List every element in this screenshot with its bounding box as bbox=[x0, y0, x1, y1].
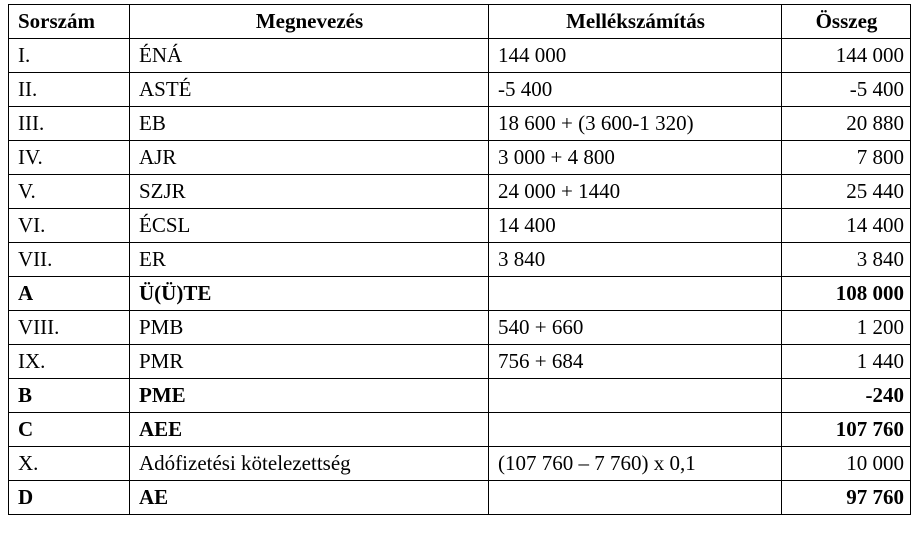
cell-sorszam: V. bbox=[9, 175, 130, 209]
table-row-subtotal bbox=[9, 277, 911, 311]
cell-mellekszamitas: 18 600 + (3 600-1 320) bbox=[489, 107, 782, 141]
table-row bbox=[9, 39, 911, 73]
cell-mellekszamitas: 3 000 + 4 800 bbox=[489, 141, 782, 175]
cell-osszeg: 20 880 bbox=[782, 107, 911, 141]
cell-mellekszamitas: 144 000 bbox=[489, 39, 782, 73]
cell-sorszam: I. bbox=[9, 39, 130, 73]
cell-megnevezes: AJR bbox=[130, 141, 489, 175]
cell-osszeg: 25 440 bbox=[782, 175, 911, 209]
table-row bbox=[9, 175, 911, 209]
cell-osszeg: 144 000 bbox=[782, 39, 911, 73]
table-row bbox=[9, 345, 911, 379]
table-row bbox=[9, 107, 911, 141]
cell-sorszam: III. bbox=[9, 107, 130, 141]
header-sorszam: Sorszám bbox=[9, 5, 130, 39]
cell-mellekszamitas bbox=[489, 379, 782, 413]
table-row-subtotal bbox=[9, 379, 911, 413]
table-row-total bbox=[9, 481, 911, 515]
cell-mellekszamitas: 540 + 660 bbox=[489, 311, 782, 345]
cell-sorszam: B bbox=[9, 379, 130, 413]
cell-osszeg: 14 400 bbox=[782, 209, 911, 243]
table-row-subtotal bbox=[9, 413, 911, 447]
cell-sorszam: VI. bbox=[9, 209, 130, 243]
table-row bbox=[9, 243, 911, 277]
cell-sorszam: VII. bbox=[9, 243, 130, 277]
cell-sorszam: C bbox=[9, 413, 130, 447]
cell-megnevezes: ER bbox=[130, 243, 489, 277]
table-row bbox=[9, 141, 911, 175]
cell-sorszam: VIII. bbox=[9, 311, 130, 345]
cell-megnevezes: PMB bbox=[130, 311, 489, 345]
cell-megnevezes: AEE bbox=[130, 413, 489, 447]
cell-osszeg: 108 000 bbox=[782, 277, 911, 311]
cell-osszeg: 1 440 bbox=[782, 345, 911, 379]
cell-osszeg: 1 200 bbox=[782, 311, 911, 345]
table-row bbox=[9, 209, 911, 243]
tax-calculation-table bbox=[8, 4, 911, 515]
cell-mellekszamitas bbox=[489, 277, 782, 311]
cell-mellekszamitas bbox=[489, 481, 782, 515]
cell-mellekszamitas: 24 000 + 1440 bbox=[489, 175, 782, 209]
cell-mellekszamitas: (107 760 – 7 760) x 0,1 bbox=[489, 447, 782, 481]
cell-megnevezes: PMR bbox=[130, 345, 489, 379]
cell-osszeg: 10 000 bbox=[782, 447, 911, 481]
cell-osszeg: 107 760 bbox=[782, 413, 911, 447]
cell-sorszam: IV. bbox=[9, 141, 130, 175]
cell-osszeg: 3 840 bbox=[782, 243, 911, 277]
header-mellekszamitas: Mellékszámítás bbox=[489, 5, 782, 39]
cell-sorszam: A bbox=[9, 277, 130, 311]
cell-osszeg: -5 400 bbox=[782, 73, 911, 107]
table-row bbox=[9, 447, 911, 481]
cell-sorszam: II. bbox=[9, 73, 130, 107]
cell-megnevezes: SZJR bbox=[130, 175, 489, 209]
cell-osszeg: -240 bbox=[782, 379, 911, 413]
cell-mellekszamitas: 3 840 bbox=[489, 243, 782, 277]
cell-sorszam: X. bbox=[9, 447, 130, 481]
cell-megnevezes: ASTÉ bbox=[130, 73, 489, 107]
cell-megnevezes: Adófizetési kötelezettség bbox=[130, 447, 489, 481]
table-row bbox=[9, 73, 911, 107]
cell-mellekszamitas: 756 + 684 bbox=[489, 345, 782, 379]
header-osszeg: Összeg bbox=[782, 5, 911, 39]
cell-osszeg: 97 760 bbox=[782, 481, 911, 515]
header-megnevezes: Megnevezés bbox=[130, 5, 489, 39]
header-row bbox=[9, 5, 911, 39]
cell-osszeg: 7 800 bbox=[782, 141, 911, 175]
cell-sorszam: IX. bbox=[9, 345, 130, 379]
cell-sorszam: D bbox=[9, 481, 130, 515]
cell-mellekszamitas: 14 400 bbox=[489, 209, 782, 243]
table-row bbox=[9, 311, 911, 345]
cell-megnevezes: PME bbox=[130, 379, 489, 413]
cell-mellekszamitas bbox=[489, 413, 782, 447]
cell-megnevezes: Ü(Ü)TE bbox=[130, 277, 489, 311]
cell-megnevezes: ÉNÁ bbox=[130, 39, 489, 73]
cell-megnevezes: AE bbox=[130, 481, 489, 515]
cell-mellekszamitas: -5 400 bbox=[489, 73, 782, 107]
cell-megnevezes: EB bbox=[130, 107, 489, 141]
cell-megnevezes: ÉCSL bbox=[130, 209, 489, 243]
